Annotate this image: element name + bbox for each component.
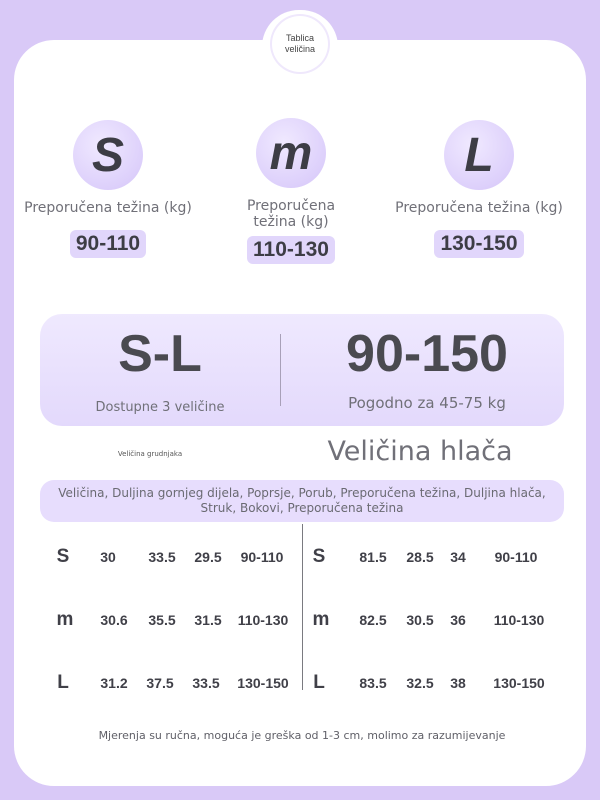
weight-range: 90-150 [346, 325, 508, 383]
hem-cell: 33.5 [192, 675, 220, 691]
pants-size-cell: S [312, 546, 326, 567]
suitable-text: Pogodno za 45-75 kg [348, 394, 506, 412]
pants-length-cell: 81.5 [359, 549, 387, 565]
table-row [0, 542, 600, 572]
pants-size-cell: m [312, 609, 330, 630]
measurement-note: Mjerenja su ručna, moguća je greška od 1-3 cm, molimo za razumijevanje [98, 729, 506, 742]
banner-divider [280, 334, 281, 406]
hem-cell: 29.5 [194, 549, 222, 565]
size-l-column [379, 120, 579, 258]
pants-weight-cell: 110-130 [493, 612, 545, 628]
hips-cell: 36 [450, 612, 466, 628]
pants-weight-cell: 130-150 [493, 675, 545, 691]
available-sizes-text: Dostupne 3 veličine [95, 400, 225, 415]
pants-size-cell: L [313, 672, 325, 693]
bra-weight-cell: 110-130 [237, 612, 289, 628]
hem-cell: 31.5 [194, 612, 222, 628]
size-m-column [191, 118, 391, 264]
size-s-label: Preporučena težina (kg) [24, 200, 192, 216]
size-s-column [8, 120, 208, 258]
bust-cell: 33.5 [148, 549, 176, 565]
pants-weight-cell: 90-110 [494, 549, 538, 565]
size-range: S-L [118, 325, 202, 383]
size-m-label: Preporučena težina (kg) [246, 198, 336, 230]
top-length-cell: 30 [100, 549, 116, 565]
summary-banner [40, 314, 564, 426]
bust-cell: 37.5 [146, 675, 174, 691]
size-m-badge: m [256, 118, 326, 188]
size-l-label: Preporučena težina (kg) [395, 200, 563, 216]
top-length-cell: 30.6 [100, 612, 128, 628]
table-header: Veličina, Duljina gornjeg dijela, Poprsje, Porub, Preporučena težina, Duljina hlača, Struk, Bokovi, Preporučena težina [40, 480, 564, 522]
size-s-range: 90-110 [70, 230, 146, 258]
table-row [0, 605, 600, 635]
size-m-range: 110-130 [247, 236, 335, 264]
table-row [0, 668, 600, 698]
tab-title: Tablica veličina [272, 16, 328, 72]
pants-length-cell: 83.5 [359, 675, 387, 691]
waist-cell: 28.5 [406, 549, 434, 565]
size-l-range: 130-150 [434, 230, 523, 258]
bra-weight-cell: 90-110 [240, 549, 284, 565]
pants-size-title: Veličina hlača [327, 436, 513, 467]
bust-cell: 35.5 [148, 612, 176, 628]
size-l-badge: L [444, 120, 514, 190]
hips-cell: 34 [450, 549, 466, 565]
bra-size-cell: L [57, 672, 69, 693]
waist-cell: 32.5 [406, 675, 434, 691]
hips-cell: 38 [450, 675, 466, 691]
bra-size-cell: m [56, 609, 74, 630]
bra-size-title: Veličina grudnjaka [117, 450, 183, 458]
pants-length-cell: 82.5 [359, 612, 387, 628]
waist-cell: 30.5 [406, 612, 434, 628]
bra-size-cell: S [56, 546, 70, 567]
top-length-cell: 31.2 [100, 675, 128, 691]
bra-weight-cell: 130-150 [237, 675, 289, 691]
size-s-badge: S [73, 120, 143, 190]
